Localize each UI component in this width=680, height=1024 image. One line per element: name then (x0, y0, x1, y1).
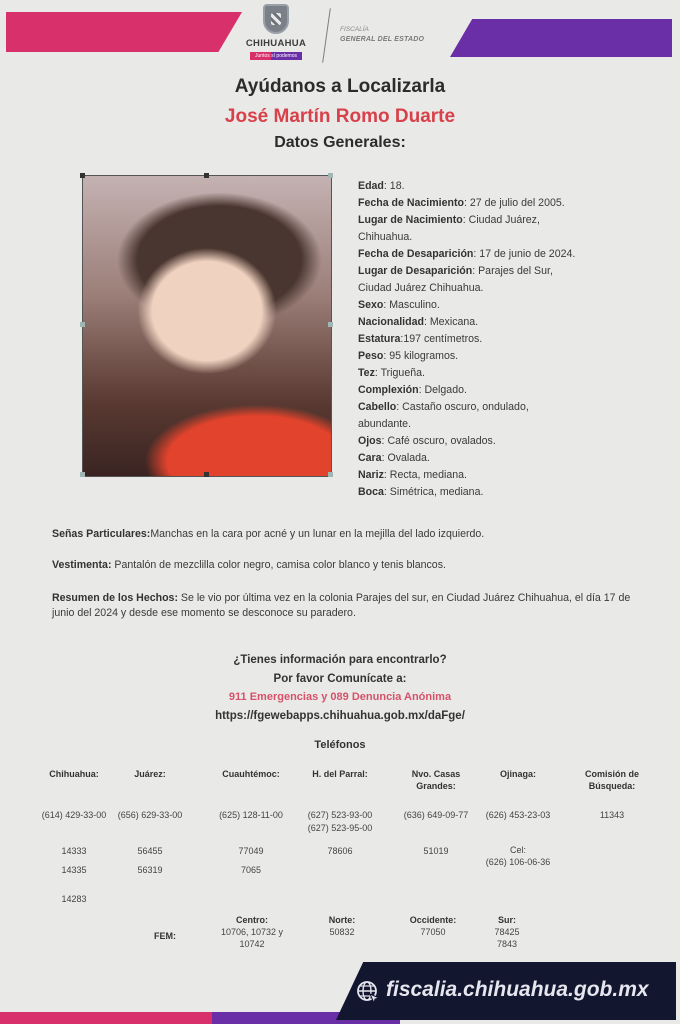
footer-website[interactable]: fiscalia.chihuahua.gob.mx (386, 978, 649, 1001)
senas-particulares (52, 527, 632, 542)
fact-row (358, 178, 658, 195)
fact-separator: : (383, 350, 390, 362)
fem-norte (312, 914, 372, 938)
fact-row (358, 263, 658, 280)
senas-value: Manchas en la cara por acné y un lunar en la mejilla del lado izquierdo. (150, 528, 485, 540)
fem-sur (485, 914, 529, 950)
agency-line1: FISCALÍA (340, 26, 369, 33)
fact-row (358, 212, 658, 229)
logo-text: CHIHUAHUA (245, 38, 307, 49)
fact-value: Trigueña. (380, 367, 425, 379)
phone-extension: 78606 (327, 846, 353, 856)
fact-value: 18. (389, 180, 405, 192)
fact-label: Cabello (358, 401, 397, 413)
globe-cursor-icon (356, 980, 380, 1004)
agency-name (340, 25, 424, 45)
phone-column-header: Chihuahua: (49, 769, 99, 779)
fact-separator: : (383, 299, 390, 311)
phone-extension: 14335 (61, 865, 87, 875)
fact-label: Tez (358, 367, 375, 379)
fact-value: Recta, mediana. (389, 469, 467, 481)
fem-sur-value2: 7843 (496, 939, 518, 949)
resize-handle[interactable] (328, 173, 333, 178)
resize-handle[interactable] (80, 322, 85, 327)
fact-label: Peso (358, 350, 384, 362)
fact-label: Ojos (358, 435, 382, 447)
fact-row (358, 467, 658, 484)
fact-separator: : (383, 486, 390, 498)
fact-label: Boca (358, 486, 384, 498)
fact-row (358, 365, 658, 382)
fact-row (358, 246, 658, 263)
fact-separator: : (462, 214, 469, 226)
fact-row (358, 229, 658, 246)
fact-label: Complexión (358, 384, 419, 396)
phone-number: (614) 429-33-00 (41, 810, 107, 820)
fact-separator: : (400, 333, 404, 345)
fact-separator: : (463, 197, 470, 209)
phone-column-header: Comisión de Búsqueda: (584, 769, 639, 791)
phone-extension: 51019 (423, 846, 449, 856)
header-divider (322, 8, 331, 63)
fact-value: Simétrica, mediana. (389, 486, 484, 498)
resize-handle[interactable] (328, 472, 333, 477)
vestimenta-label: Vestimenta: (52, 559, 112, 571)
phone-extension: 77049 (238, 846, 264, 856)
chihuahua-logo (236, 4, 316, 70)
fact-separator: : (374, 367, 381, 379)
phone-extension: 7065 (240, 865, 262, 875)
phone-column-header: Nvo. Casas Grandes: (411, 769, 461, 791)
phones-title: Teléfonos (314, 739, 366, 751)
fact-label: Nacionalidad (358, 316, 424, 328)
vestimenta-value: Pantalón de mezclilla color negro, camisa color blanco y tenis blancos. (111, 559, 446, 571)
fact-value: 27 de julio del 2005. (469, 197, 565, 209)
fact-value: Delgado. (424, 384, 467, 396)
fact-label: Fecha de Desaparición (358, 248, 474, 260)
senas-label: Señas Particulares: (52, 528, 151, 540)
fact-row (358, 382, 658, 399)
fact-row (358, 450, 658, 467)
header-pink-bar (6, 12, 242, 52)
fact-value: Masculino. (389, 299, 440, 311)
fact-label: Lugar de Nacimiento (358, 214, 463, 226)
resize-handle[interactable] (204, 173, 209, 178)
phone-number: (627) 523-93-00 (307, 810, 373, 820)
contact-question: ¿Tienes información para encontrarlo? (233, 654, 447, 666)
fact-value: 17 de junio de 2024. (479, 248, 576, 260)
fact-value: Ovalada. (387, 452, 430, 464)
resize-handle[interactable] (204, 472, 209, 477)
phone-number: 11343 (599, 810, 625, 820)
person-name: José Martín Romo Duarte (224, 106, 456, 127)
fem-centro (212, 914, 292, 950)
fact-separator: : (383, 469, 390, 481)
fact-label: Sexo (358, 299, 384, 311)
shield-icon (263, 4, 289, 34)
phone-number: (656) 629-33-00 (117, 810, 183, 820)
cel-number: (626) 106-06-36 (485, 857, 551, 867)
fact-row (358, 433, 658, 450)
fact-separator: : (396, 401, 403, 413)
phone-number: (636) 649-09-77 (403, 810, 469, 820)
page-title: Ayúdanos a Localizarla (234, 76, 446, 97)
fem-occidente (398, 914, 468, 938)
contact-url[interactable]: https://fgewebapps.chihuahua.gob.mx/daFge/ (215, 710, 465, 722)
fact-value: Parajes del Sur, (478, 265, 553, 277)
fact-row (358, 297, 658, 314)
fact-value: Ciudad Juárez, (468, 214, 540, 226)
resumen-value: Se le vio por última vez en la colonia Parajes del sur, en Ciudad Juárez Chihuahua, el día 17 de junio del 2024 y desde ese momento se desconoce su paradero. (52, 592, 631, 619)
fact-row (358, 195, 658, 212)
phone-column-header: H. del Parral: (312, 769, 368, 779)
logo-tagline: Juntos sí podemos (250, 52, 302, 60)
resize-handle[interactable] (80, 472, 85, 477)
fem-sur-value1: 78425 (494, 927, 520, 937)
fem-norte-value: 50832 (329, 927, 355, 937)
fact-separator: : (423, 316, 430, 328)
agency-line2: GENERAL DEL ESTADO (340, 36, 425, 43)
phone-column-header: Ojinaga: (499, 769, 536, 779)
fact-row (358, 331, 658, 348)
fact-label: Cara (358, 452, 382, 464)
fact-separator: : (472, 265, 479, 277)
fact-row (358, 348, 658, 365)
fem-occidente-value: 77050 (420, 927, 446, 937)
fem-centro-value: 10706, 10732 y 10742 (220, 927, 284, 949)
fact-row (358, 280, 658, 297)
phone-number: (626) 453-23-03 (485, 810, 551, 820)
fact-value: Chihuahua. (358, 231, 413, 243)
fact-separator: : (383, 180, 390, 192)
fem-occidente-label: Occidente: (409, 915, 457, 925)
general-data-list (358, 178, 658, 501)
fact-row (358, 484, 658, 501)
fact-separator: : (473, 248, 480, 260)
resumen-hechos (52, 591, 632, 621)
emergency-numbers: 911 Emergencias y 089 Denuncia Anónima (228, 691, 452, 703)
resize-handle[interactable] (328, 322, 333, 327)
person-photo (82, 175, 332, 477)
fact-value: Castaño oscuro, ondulado, (402, 401, 529, 413)
fem-label: FEM: (154, 931, 176, 941)
vestimenta (52, 558, 632, 573)
fact-value: Ciudad Juárez Chihuahua. (358, 282, 484, 294)
fact-label: Estatura (358, 333, 401, 345)
phone-extension: 14333 (61, 846, 87, 856)
resumen-label: Resumen de los Hechos: (52, 592, 178, 604)
fact-value: 95 kilogramos. (389, 350, 459, 362)
fact-separator: : (381, 435, 388, 447)
resize-handle[interactable] (80, 173, 85, 178)
fact-row (358, 399, 658, 416)
phone-number: (627) 523-95-00 (307, 823, 373, 833)
phone-column-header: Cuauhtémoc: (222, 769, 280, 779)
fact-label: Edad (358, 180, 384, 192)
fact-separator: : (418, 384, 425, 396)
phone-extension: 56455 (137, 846, 163, 856)
header-purple-bar (450, 19, 672, 57)
fem-norte-label: Norte: (328, 915, 356, 925)
fact-value: Café oscuro, ovalados. (387, 435, 496, 447)
phone-extension: 56319 (137, 865, 163, 875)
fact-value: 197 centímetros. (403, 333, 483, 345)
section-title: Datos Generales: (274, 134, 406, 151)
phone-column-header: Juárez: (134, 769, 166, 779)
fem-sur-label: Sur: (498, 915, 516, 925)
fact-separator: : (381, 452, 388, 464)
fact-value: abundante. (358, 418, 412, 430)
phone-extension: 14283 (61, 894, 87, 904)
fact-row (358, 416, 658, 433)
fem-centro-label: Centro: (236, 915, 268, 925)
fact-row (358, 314, 658, 331)
fact-label: Fecha de Nacimiento (358, 197, 464, 209)
fact-value: Mexicana. (429, 316, 479, 328)
contact-call: Por favor Comunícate a: (273, 673, 407, 685)
fact-label: Lugar de Desaparición (358, 265, 473, 277)
cel-label: Cel: (509, 845, 526, 855)
fact-label: Nariz (358, 469, 384, 481)
phone-number: (625) 128-11-00 (219, 810, 283, 820)
